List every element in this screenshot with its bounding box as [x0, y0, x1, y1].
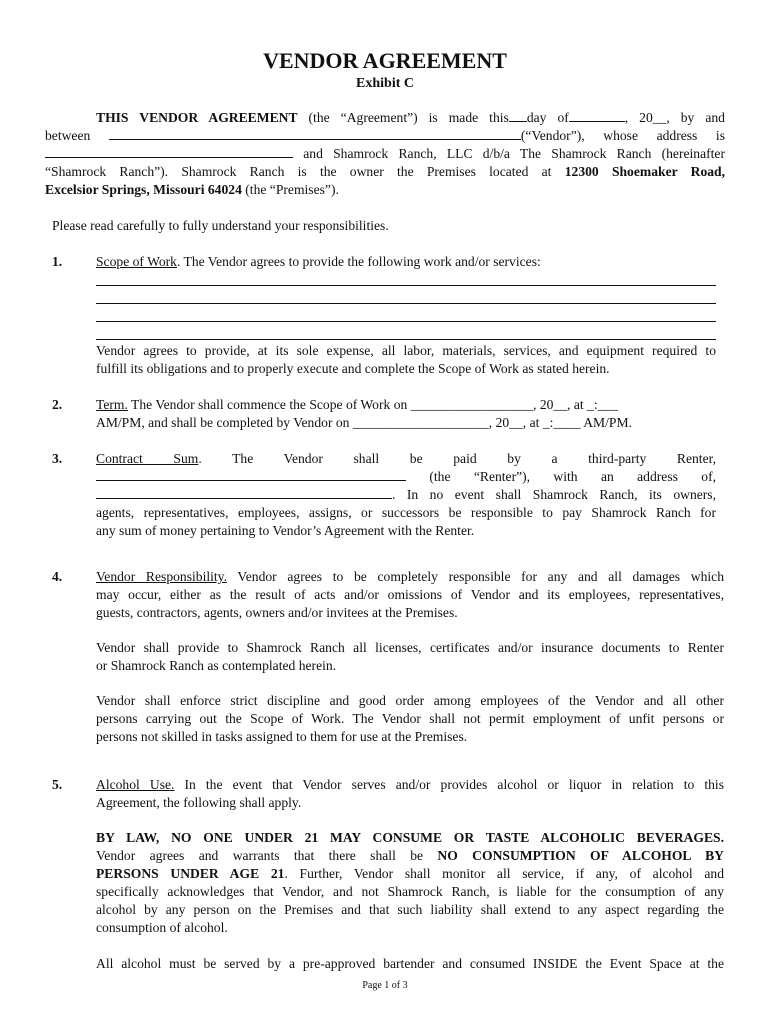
intro-line-4: “Shamrock Ranch”). Shamrock Ranch is the owner the Premises located at 12300 Shoemaker Road, [45, 164, 726, 179]
section-5-line-6: alcohol by any person on the Premises and that such liability shall extend to any aspect regarding the [96, 902, 724, 917]
please-read-note: Please read carefully to fully understand your responsibilities. [52, 218, 389, 233]
intro-line-3: and Shamrock Ranch, LLC d/b/a The Shamrock Ranch (hereinafter [45, 145, 725, 163]
section-4-line-2: may occur, either as the result of acts and/or omissions of Vendor and its employees, representatives, [96, 587, 724, 602]
section-4-number: 4. [52, 569, 63, 584]
section-3-heading: Contract Sum [96, 451, 199, 466]
section-3-line-2: (the “Renter”), with an address of, [96, 468, 716, 486]
blank-line [96, 285, 716, 286]
section-4-line-3: guests, contractors, agents, owners and/or invitees at the Premises. [96, 605, 458, 620]
blank-line [96, 339, 716, 340]
section-1-heading: Scope of Work [96, 254, 177, 269]
section-3-line-5: any sum of money pertaining to Vendor’s Agreement with the Renter. [96, 523, 475, 538]
section-2-line-1: Term. The Vendor shall commence the Scope of Work on __________________, 20__, at _:___ [96, 397, 618, 412]
section-3-line-1: Contract Sum. The Vendor shall be paid by a third-party Renter, [96, 451, 716, 466]
section-4-heading: Vendor Responsibility. [96, 569, 227, 584]
section-1-line-2: Vendor agrees to provide, at its sole expense, all labor, materials, services, and equipment required to [96, 343, 716, 358]
section-2-number: 2. [52, 397, 63, 412]
section-5-line-5: specifically acknowledges that Vendor, and not Shamrock Ranch, is liable for the consumption of any [96, 884, 724, 899]
intro-line-2: between (“Vendor”), whose address is [45, 128, 725, 143]
section-5-line-8: All alcohol must be served by a pre-approved bartender and consumed INSIDE the Event Space at the [96, 956, 724, 971]
blank-line [96, 321, 716, 322]
section-5-line-7: consumption of alcohol. [96, 920, 228, 935]
section-4-line-5: or Shamrock Ranch as contemplated herein. [96, 658, 337, 673]
section-5-number: 5. [52, 777, 63, 792]
section-4-line-7: persons carrying out the Scope of Work. The Vendor shall not permit employment of unfit persons or [96, 711, 724, 726]
section-3-number: 3. [52, 451, 63, 466]
section-5-line-2: Agreement, the following shall apply. [96, 795, 302, 810]
page-title: VENDOR AGREEMENT [263, 48, 507, 73]
section-2-line-2: AM/PM, and shall be completed by Vendor on ____________________, 20__, at _:____ AM/PM. [96, 415, 632, 430]
section-2-heading: Term. [96, 397, 128, 412]
section-3-line-3: . In no event shall Shamrock Ranch, its owners, [96, 486, 716, 504]
section-1-line-3: fulfill its obligations and to properly execute and complete the Scope of Work as stated herein. [96, 361, 610, 376]
section-4-line-6: Vendor shall enforce strict discipline and good order among employees of the Vendor and all other [96, 693, 724, 708]
section-3-line-4: agents, representatives, employees, assigns, or successors be responsible to pay Shamrock Ranch for [96, 505, 716, 520]
page-subtitle: Exhibit C [356, 76, 414, 91]
section-5-heading: Alcohol Use. [96, 777, 175, 792]
section-5-line-4: PERSONS UNDER AGE 21. Further, Vendor shall monitor all service, if any, of alcohol and [96, 866, 724, 881]
section-4-line-8: persons not skilled in tasks assigned to them for use at the Premises. [96, 729, 468, 744]
intro-line-5: Excelsior Springs, Missouri 64024 (the “Premises”). [45, 182, 339, 197]
blank-line [96, 303, 716, 304]
section-4-line-1: Vendor Responsibility. Vendor agrees to be completely responsible for any and all damages which [96, 569, 724, 584]
section-5-line-1: Alcohol Use. In the event that Vendor serves and/or provides alcohol or liquor in relation to this [96, 777, 725, 792]
section-1-number: 1. [52, 254, 63, 269]
section-4-line-4: Vendor shall provide to Shamrock Ranch all licenses, certificates and/or insurance documents to Renter [96, 640, 724, 655]
section-5-line-3: Vendor agrees and warrants that there shall be NO CONSUMPTION OF ALCOHOL BY [96, 848, 724, 863]
intro-line-1: THIS VENDOR AGREEMENT (the “Agreement”) is made this day of , 20__, by and [96, 110, 725, 125]
section-1-line-1: Scope of Work. The Vendor agrees to provide the following work and/or services: [96, 254, 541, 269]
section-5-law-notice: BY LAW, NO ONE UNDER 21 MAY CONSUME OR TASTE ALCOHOLIC BEVERAGES. [96, 830, 724, 845]
page-number: Page 1 of 3 [362, 980, 408, 991]
